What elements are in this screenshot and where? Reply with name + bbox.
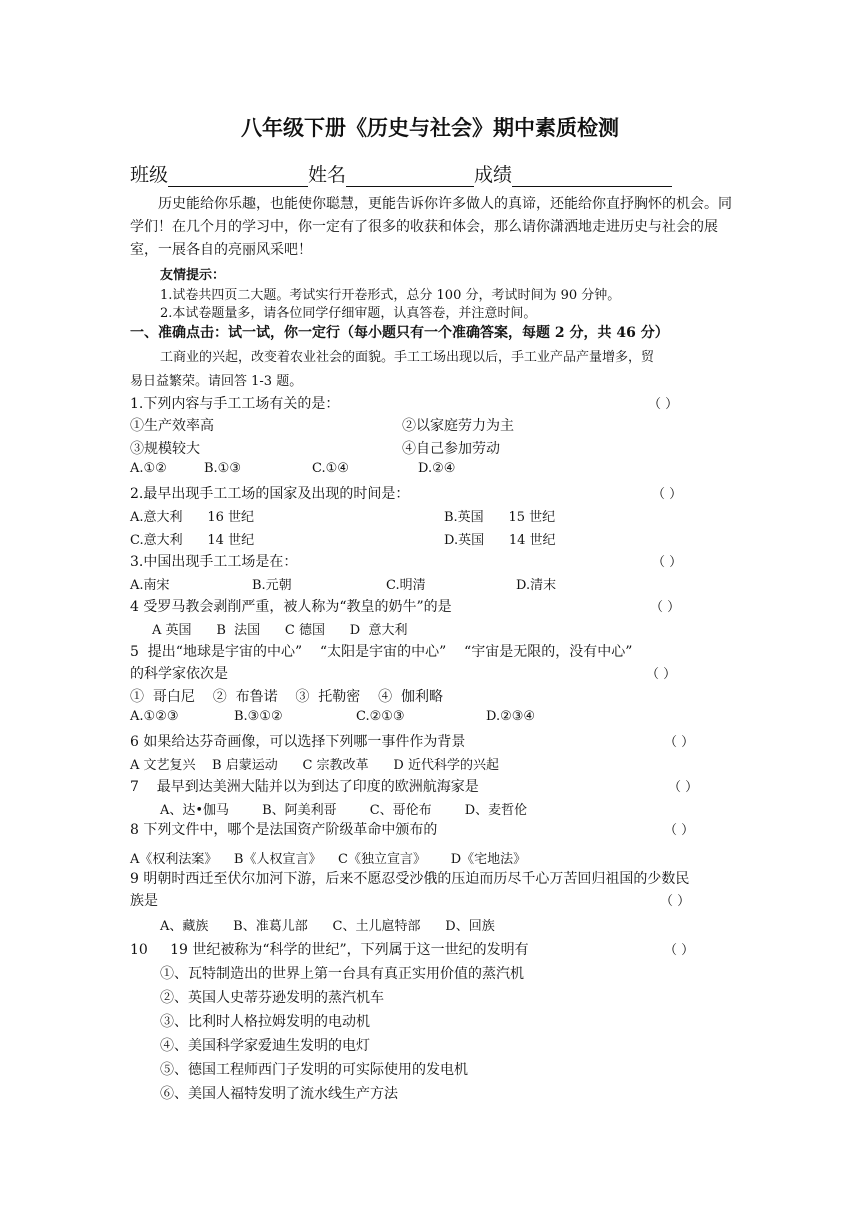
choice-c[interactable]: C.②①③ <box>356 709 405 724</box>
answer-bracket[interactable]: （ ） <box>648 397 679 412</box>
question-stem: 6 如果给达芬奇画像，可以选择下列哪一事件作为背景 <box>130 734 466 750</box>
choice-options[interactable]: A、藏族 B、准葛儿部 C、土儿扈特部 D、回族 <box>160 919 495 934</box>
student-info-row <box>130 160 672 187</box>
choice-a[interactable]: A.意大利 16 世纪 <box>130 510 254 525</box>
question-stem: 8 下列文件中，哪个是法国资产阶级革命中颁布的 <box>130 822 438 838</box>
question-stem: 1.下列内容与手工工场有关的是： <box>130 396 340 412</box>
choice-b[interactable]: B.英国 15 世纪 <box>444 510 556 525</box>
statement-option: ⑥、美国人福特发明了流水线生产方法 <box>160 1086 398 1102</box>
question-stem: 3.中国出现手工工场是在： <box>130 554 298 570</box>
statement-option: ④、美国科学家爱迪生发明的电灯 <box>160 1038 370 1054</box>
tip-item: 2.本试卷题量多，请各位同学仔细审题，认真答卷，并注意时间。 <box>160 306 537 321</box>
answer-bracket[interactable]: （ ） <box>668 780 699 795</box>
choice-d[interactable]: D.英国 14 世纪 <box>444 533 556 548</box>
score-blank[interactable] <box>512 167 672 187</box>
choice-a[interactable]: A.①②③ <box>130 709 179 724</box>
statement-option: ②以家庭劳力为主 <box>402 418 514 434</box>
answer-bracket[interactable]: （ ） <box>664 943 695 958</box>
tip-item: 1.试卷共四页二大题。考试实行开卷形式，总分 100 分，考试时间为 90 分钟。 <box>160 288 621 303</box>
statement-option: ①生产效率高 <box>130 418 214 434</box>
score-label: 成绩 <box>474 164 513 186</box>
page-title: 八年级下册《历史与社会》期中素质检测 <box>241 115 619 140</box>
choice-options[interactable]: A《权利法案》 B《人权宣言》 C《独立宣言》 D《宅地法》 <box>130 852 527 867</box>
choice-options[interactable]: A 文艺复兴 B 启蒙运动 C 宗教改革 D 近代科学的兴起 <box>130 758 499 773</box>
answer-bracket[interactable]: （ ） <box>660 894 691 909</box>
answer-bracket[interactable]: （ ） <box>652 487 683 502</box>
choice-options[interactable]: A、达•伽马 B、阿美利哥 C、哥伦布 D、麦哲伦 <box>160 803 528 818</box>
choice-b[interactable]: B.③①② <box>234 709 283 724</box>
choice-d[interactable]: D.清末 <box>516 578 557 593</box>
statement-option: ④自己参加劳动 <box>402 441 500 457</box>
choice-b[interactable]: B.元朝 <box>252 578 292 593</box>
choice-c[interactable]: C.①④ <box>312 461 349 476</box>
question-stem: 4 受罗马教会剥削严重，被人称为“教皇的奶牛”的是 <box>130 599 452 615</box>
section-passage: 工商业的兴起，改变着农业社会的面貌。手工工场出现以后，手工业产品产量增多，贸 <box>160 350 655 365</box>
section-heading: 一、准确点击：试一试，你一定行（每小题只有一个准确答案，每题 2 分，共 46 分） <box>130 325 669 341</box>
tips-heading: 友情提示： <box>160 268 226 283</box>
question-stem: 9 明朝时西迁至伏尔加河下游，后来不愿忍受沙俄的压迫而历尽千心万苦回归祖国的少数民 <box>130 871 690 887</box>
class-label: 班级 <box>130 164 169 186</box>
choice-c[interactable]: C.明清 <box>386 578 426 593</box>
class-blank[interactable] <box>168 167 308 187</box>
section-passage: 易日益繁荣。请回答 1-3 题。 <box>130 374 303 389</box>
question-stem-cont: 的科学家依次是 <box>130 666 228 682</box>
statement-option: ③规模较大 <box>130 441 200 457</box>
choice-a[interactable]: A.①② <box>130 461 167 476</box>
answer-bracket[interactable]: （ ） <box>664 823 695 838</box>
statement-option: ⑤、德国工程师西门子发明的可实际使用的发电机 <box>160 1062 468 1078</box>
statement-option: ①、瓦特制造出的世界上第一台具有真正实用价值的蒸汽机 <box>160 966 524 982</box>
statement-option: ②、英国人史蒂芬逊发明的蒸汽机车 <box>160 990 384 1006</box>
choice-a[interactable]: A.南宋 <box>130 578 170 593</box>
question-stem-cont: 族是 <box>130 893 158 909</box>
choice-b[interactable]: B.①③ <box>204 461 241 476</box>
question-stem: 10 19 世纪被称为“科学的世纪”，下列属于这一世纪的发明有 <box>130 942 529 958</box>
choice-d[interactable]: D.②④ <box>418 461 456 476</box>
answer-bracket[interactable]: （ ） <box>646 667 677 682</box>
scientist-list: ① 哥白尼 ② 布鲁诺 ③ 托勒密 ④ 伽利略 <box>130 689 444 705</box>
name-blank[interactable] <box>346 167 474 187</box>
choice-d[interactable]: D.②③④ <box>486 709 536 724</box>
intro-paragraph: 历史能给你乐趣，也能使你聪慧，更能告诉你许多做人的真谛，还能给你直抒胸怀的机会。同学们！在几个月的学习中，你一定有了很多的收获和体会，那么请你潇洒地走进历史与社会的展室，一展各自的亮丽风采吧！ <box>130 196 732 258</box>
question-stem: 5 提出“地球是宇宙的中心” “太阳是宇宙的中心” “宇宙是无限的，没有中心” <box>130 644 633 660</box>
statement-option: ③、比利时人格拉姆发明的电动机 <box>160 1014 370 1030</box>
question-stem: 2.最早出现手工工场的国家及出现的时间是： <box>130 486 410 502</box>
name-label: 姓名 <box>308 164 347 186</box>
answer-bracket[interactable]: （ ） <box>664 735 695 750</box>
answer-bracket[interactable]: （ ） <box>650 600 681 615</box>
choice-options[interactable]: A 英国 B 法国 C 德国 D 意大利 <box>152 623 408 638</box>
answer-bracket[interactable]: （ ） <box>652 555 683 570</box>
choice-c[interactable]: C.意大利 14 世纪 <box>130 533 255 548</box>
question-stem: 7 最早到达美洲大陆并以为到达了印度的欧洲航海家是 <box>130 779 479 795</box>
